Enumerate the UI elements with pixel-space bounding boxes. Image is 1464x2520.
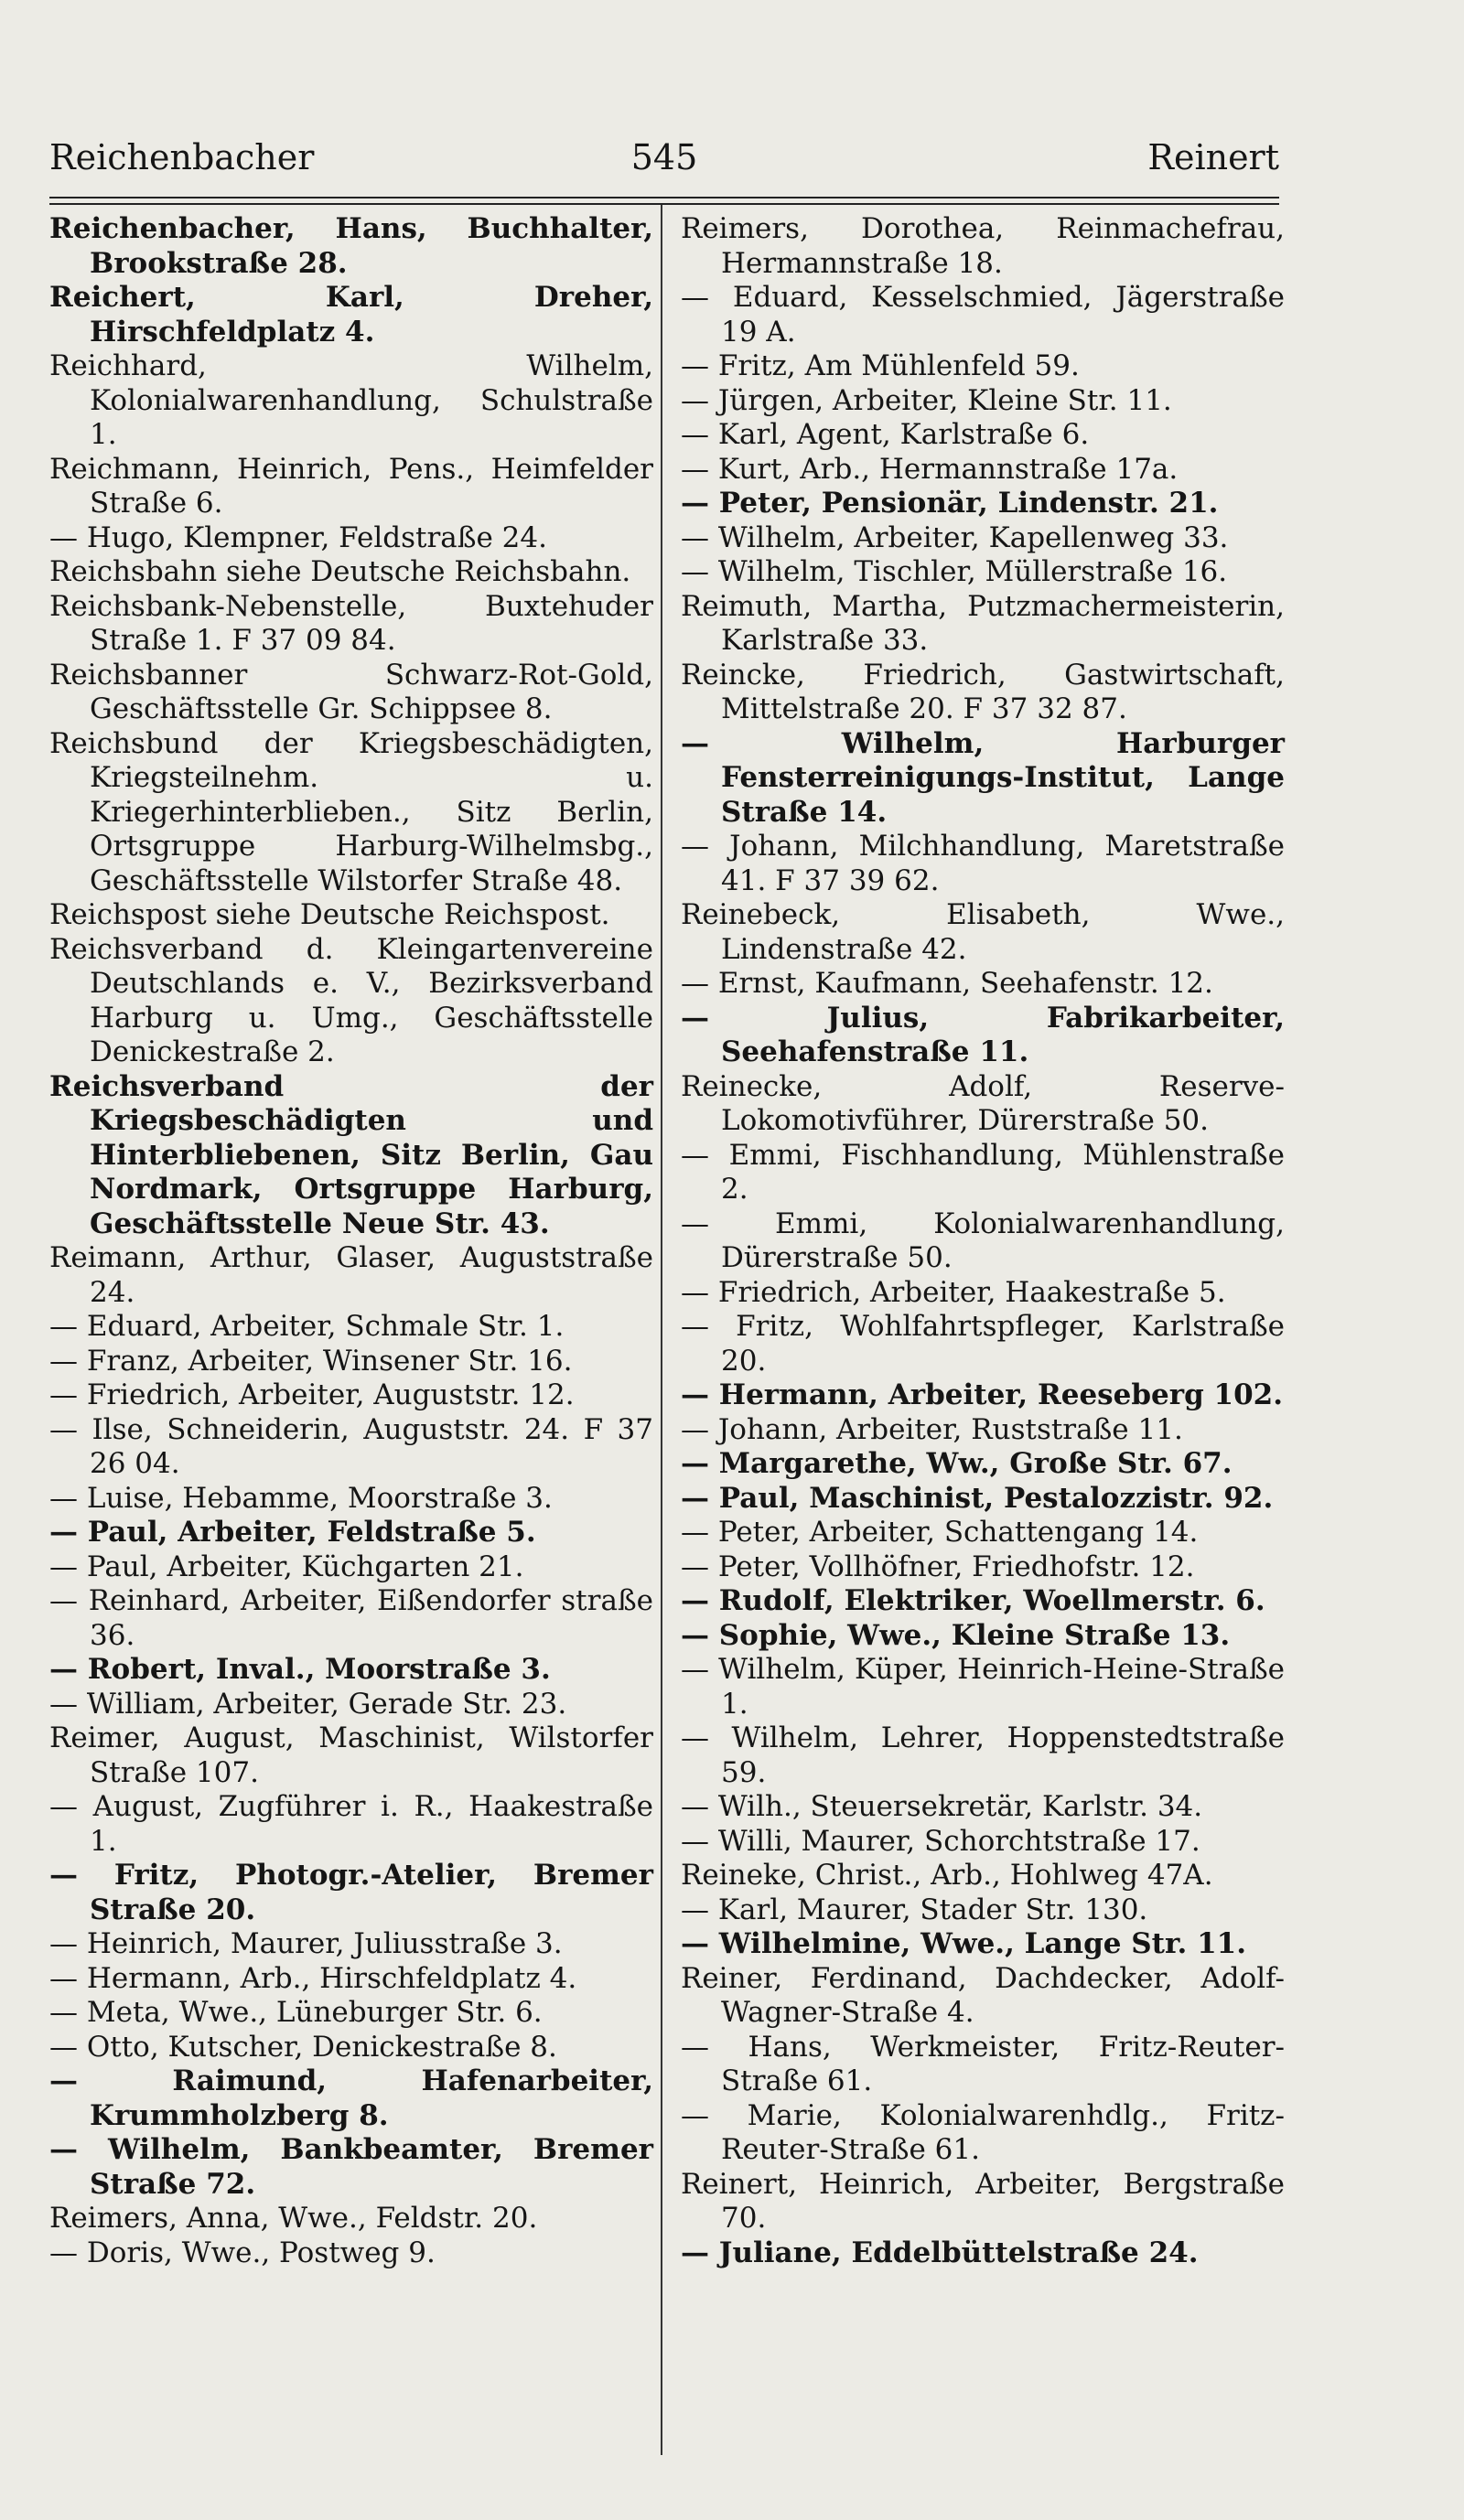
directory-entry: — William, Arbeiter, Gerade Str. 23. (49, 1687, 567, 1721)
directory-entry: — Fritz, Am Mühlenfeld 59. (681, 349, 1080, 382)
directory-entry: — Heinrich, Maurer, Juliusstraße 3. (49, 1927, 563, 1960)
directory-entry: — Karl, Maurer, Stader Str. 130. (681, 1893, 1148, 1926)
directory-entry: Reichsverband der Kriegsbeschädigten und Hinterbliebenen, Sitz Berlin, Gau Nordmark, Ortsgruppe Harburg, Geschäftsstelle Neue Str. 43. (49, 1069, 653, 1240)
directory-entry: — Juliane, Eddelbüttelstraße 24. (681, 2236, 1199, 2269)
directory-entry: — Johann, Arbeiter, Ruststraße 11. (681, 1412, 1183, 1446)
directory-entry: — Wilhelm, Lehrer, Hoppenstedtstraße 59. (681, 1721, 1285, 1789)
directory-entry: — Willi, Maurer, Schorchtstraße 17. (681, 1824, 1200, 1858)
directory-entry: Reichsbahn siehe Deutsche Reichsbahn. (49, 555, 631, 588)
directory-entry: Reiner, Ferdinand, Dachdecker, Adolf-Wagner-Straße 4. (681, 1961, 1285, 2029)
directory-entry: — Franz, Arbeiter, Winsener Str. 16. (49, 1344, 573, 1378)
directory-entry: — Paul, Arbeiter, Feldstraße 5. (49, 1516, 536, 1549)
directory-entry: — Friedrich, Arbeiter, Haakestraße 5. (681, 1275, 1226, 1309)
directory-entry: — Peter, Arbeiter, Schattengang 14. (681, 1516, 1199, 1549)
directory-entry: — Hermann, Arbeiter, Reeseberg 102. (681, 1378, 1284, 1411)
directory-entry: Reichspost siehe Deutsche Reichspost. (49, 898, 610, 931)
directory-entry: — Doris, Wwe., Postweg 9. (49, 2236, 436, 2269)
directory-entry: Reimuth, Martha, Putzmachermeisterin, Karlstraße 33. (681, 589, 1285, 657)
directory-entry: — Kurt, Arb., Hermannstraße 17a. (681, 452, 1179, 486)
directory-entry: — Fritz, Wohlfahrtspfleger, Karlstraße 20. (681, 1310, 1285, 1378)
right-column (681, 212, 1285, 2270)
left-column (49, 212, 653, 2270)
directory-entry: — Marie, Kolonialwarenhdlg., Fritz-Reuter-Straße 61. (681, 2098, 1285, 2166)
header-first-entry: Reichenbacher (49, 137, 315, 177)
directory-entry: Reinert, Heinrich, Arbeiter, Bergstraße 70. (681, 2167, 1285, 2235)
directory-entry: — Ilse, Schneiderin, Auguststr. 24. F 37 26 04. (49, 1412, 653, 1480)
directory-entry: Reinebeck, Elisabeth, Wwe., Lindenstraße 42. (681, 898, 1285, 966)
directory-entry: — Julius, Fabrikarbeiter, Seehafenstraße 11. (681, 1001, 1285, 1068)
directory-entry: — Robert, Inval., Moorstraße 3. (49, 1653, 551, 1686)
directory-entry: — Karl, Agent, Karlstraße 6. (681, 418, 1090, 451)
directory-entry: Reichmann, Heinrich, Pens., Heimfelder Straße 6. (49, 452, 653, 520)
directory-entry: — Hans, Werkmeister, Fritz-Reuter-Straße 61. (681, 2030, 1285, 2097)
directory-entry: — Jürgen, Arbeiter, Kleine Str. 11. (681, 383, 1172, 417)
header-rule-top (49, 197, 1279, 198)
directory-entry: — Eduard, Kesselschmied, Jägerstraße 19 A. (681, 281, 1285, 349)
directory-entry: — August, Zugführer i. R., Haakestraße 1. (49, 1790, 653, 1858)
directory-entry: — Wilhelm, Tischler, Müllerstraße 16. (681, 555, 1228, 588)
directory-entry: Reichenbacher, Hans, Buchhalter, Brookstraße 28. (49, 212, 653, 280)
directory-entry: Reinecke, Adolf, Reserve-Lokomotivführer, Dürerstraße 50. (681, 1069, 1285, 1137)
directory-entry: Reichsverband d. Kleingartenvereine Deutschlands e. V., Bezirksverband Harburg u. Umg., Geschäftsstelle Denickestraße 2. (49, 932, 653, 1068)
column-divider (661, 205, 662, 2455)
directory-entry: — Peter, Vollhöfner, Friedhofstr. 12. (681, 1550, 1195, 1583)
directory-entry: — Johann, Milchhandlung, Maretstraße 41. F 37 39 62. (681, 830, 1285, 897)
directory-entry: — Eduard, Arbeiter, Schmale Str. 1. (49, 1310, 565, 1343)
directory-entry: — Reinhard, Arbeiter, Eißendorfer straße 36. (49, 1584, 653, 1652)
directory-entry: — Wilhelm, Harburger Fensterreinigungs-Institut, Lange Straße 14. (681, 726, 1285, 829)
directory-entry: — Ernst, Kaufmann, Seehafenstr. 12. (681, 967, 1213, 1000)
directory-entry: — Rudolf, Elektriker, Woellmerstr. 6. (681, 1584, 1265, 1617)
directory-entry: Reimers, Anna, Wwe., Feldstr. 20. (49, 2202, 538, 2235)
directory-entry: — Wilh., Steuersekretär, Karlstr. 34. (681, 1790, 1203, 1823)
directory-entry: — Friedrich, Arbeiter, Auguststr. 12. (49, 1378, 575, 1411)
header-last-entry: Reinert (1147, 137, 1279, 177)
page-number: 545 (630, 137, 698, 177)
directory-entry: — Paul, Arbeiter, Küchgarten 21. (49, 1550, 524, 1583)
directory-entry: — Hermann, Arb., Hirschfeldplatz 4. (49, 1961, 577, 1995)
directory-entry: — Emmi, Kolonialwarenhandlung, Dürerstraße 50. (681, 1206, 1285, 1274)
header-rule-bottom (49, 203, 1279, 205)
directory-entry: Reichert, Karl, Dreher, Hirschfeldplatz 4. (49, 281, 653, 349)
directory-entry: Reincke, Friedrich, Gastwirtschaft, Mittelstraße 20. F 37 32 87. (681, 658, 1285, 725)
directory-entry: — Sophie, Wwe., Kleine Straße 13. (681, 1618, 1231, 1652)
directory-entry: Reichsbanner Schwarz-Rot-Gold, Geschäftsstelle Gr. Schippsee 8. (49, 658, 653, 725)
directory-entry: — Wilhelm, Küper, Heinrich-Heine-Straße 1. (681, 1653, 1285, 1721)
directory-entry: — Meta, Wwe., Lüneburger Str. 6. (49, 1996, 543, 2029)
directory-entry: Reichhard, Wilhelm, Kolonialwarenhandlung, Schulstraße 1. (49, 349, 653, 451)
directory-entry: Reimann, Arthur, Glaser, Auguststraße 24. (49, 1241, 653, 1309)
directory-entry: — Peter, Pensionär, Lindenstr. 21. (681, 487, 1219, 520)
directory-entry: — Emmi, Fischhandlung, Mühlenstraße 2. (681, 1138, 1285, 1206)
directory-entry: — Paul, Maschinist, Pestalozzistr. 92. (681, 1481, 1274, 1515)
page-header (49, 137, 1279, 192)
directory-entry: — Margarethe, Ww., Große Str. 67. (681, 1447, 1233, 1480)
directory-entry: — Wilhelm, Bankbeamter, Bremer Straße 72. (49, 2133, 653, 2201)
directory-entry: Reichsbank-Nebenstelle, Buxtehuder Straße 1. F 37 09 84. (49, 589, 653, 657)
directory-entry: — Hugo, Klempner, Feldstraße 24. (49, 520, 547, 554)
directory-entry: — Fritz, Photogr.-Atelier, Bremer Straße 20. (49, 1859, 653, 1926)
directory-entry: — Wilhelm, Arbeiter, Kapellenweg 33. (681, 520, 1229, 554)
directory-entry: Reineke, Christ., Arb., Hohlweg 47A. (681, 1859, 1213, 1892)
directory-entry: — Otto, Kutscher, Denickestraße 8. (49, 2030, 557, 2064)
directory-entry: — Raimund, Hafenarbeiter, Krummholzberg 8. (49, 2064, 653, 2132)
directory-entry: — Luise, Hebamme, Moorstraße 3. (49, 1481, 553, 1515)
directory-entry: Reimers, Dorothea, Reinmachefrau, Hermannstraße 18. (681, 212, 1285, 280)
directory-entry: Reichsbund der Kriegsbeschädigten, Kriegsteilnehm. u. Kriegerhinterblieben., Sitz Berlin, Ortsgruppe Harburg-Wilhelmsbg., Geschäftsstelle Wilstorfer Straße 48. (49, 726, 653, 897)
directory-entry: — Wilhelmine, Wwe., Lange Str. 11. (681, 1927, 1247, 1960)
directory-entry: Reimer, August, Maschinist, Wilstorfer Straße 107. (49, 1721, 653, 1789)
